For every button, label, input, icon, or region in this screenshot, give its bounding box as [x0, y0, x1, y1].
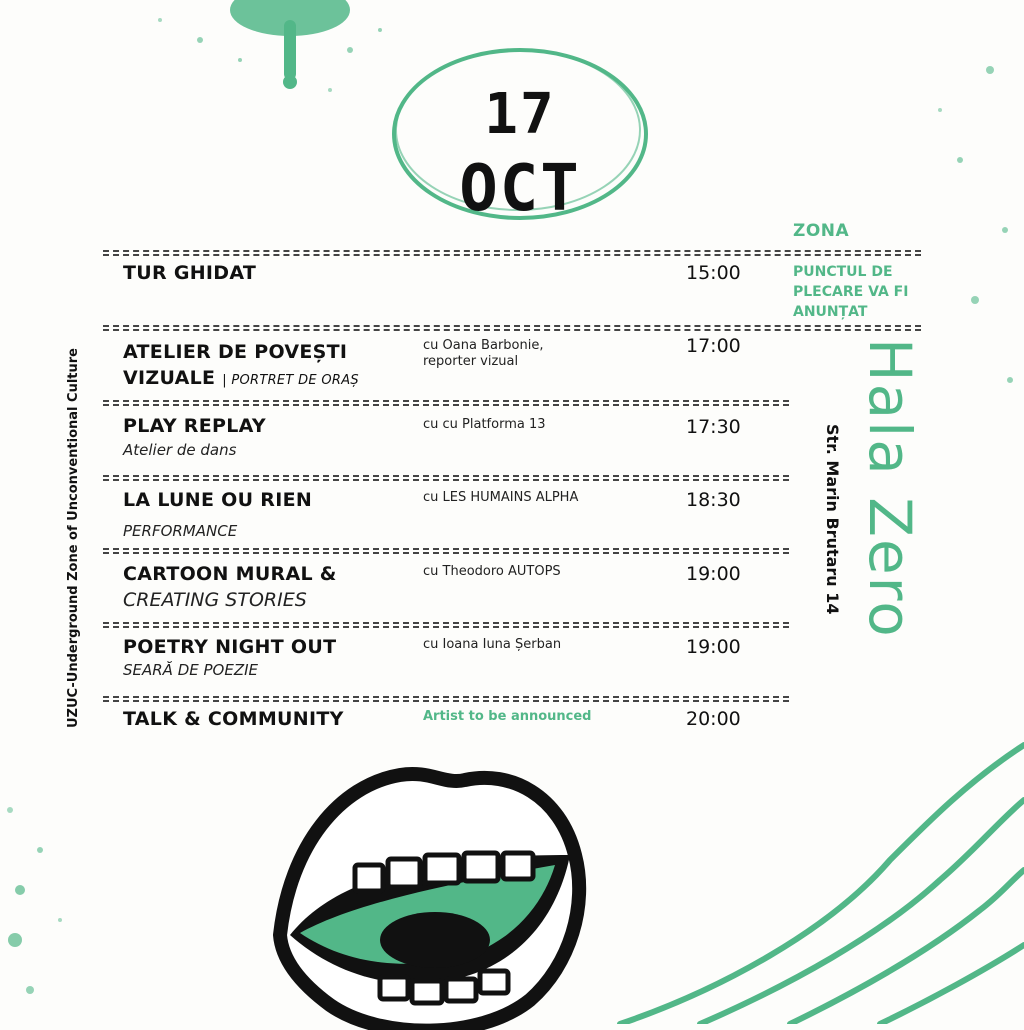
divider: [103, 622, 789, 624]
divider: [103, 548, 789, 550]
mouth-illustration: [270, 755, 590, 1030]
date-month: OCT: [459, 152, 581, 226]
event-subtitle: SEARĂ DE POEZIE: [123, 661, 259, 679]
divider: [103, 250, 921, 252]
event-title: ATELIER DE POVEȘTI: [123, 341, 348, 363]
event-title-line2: [123, 367, 359, 389]
event-time: 19:00: [686, 563, 741, 585]
zona-text: PUNCTUL DE PLECARE VA FI ANUNȚAT: [793, 264, 909, 320]
event-host-line2: reporter vizual: [423, 354, 519, 369]
event-time: 20:00: [686, 708, 741, 730]
event-host: cu LES HUMAINS ALPHA: [423, 490, 579, 505]
event-host: cu Ioana Iuna Șerban: [423, 637, 562, 652]
event-subtitle: Atelier de dans: [123, 441, 237, 459]
event-time: 17:00: [686, 335, 741, 357]
event-time: 18:30: [686, 489, 741, 511]
side-label: UZUC-Underground Zone of Unconventional Culture: [66, 348, 81, 728]
event-title: PLAY REPLAY: [123, 415, 266, 437]
divider: [103, 325, 921, 327]
event-title: TALK & COMMUNITY: [123, 708, 344, 730]
event-host: cu Oana Barbonie,: [423, 338, 544, 353]
event-subtitle: PERFORMANCE: [123, 522, 238, 540]
event-time: 19:00: [686, 636, 741, 658]
event-host: cu cu Platforma 13: [423, 417, 546, 432]
event-title: POETRY NIGHT OUT: [123, 636, 337, 658]
divider: [103, 400, 789, 402]
event-subtitle: CREATING STORIES: [123, 589, 307, 611]
venue: [856, 338, 930, 728]
event-time: 17:30: [686, 416, 741, 438]
event-title: TUR GHIDAT: [123, 262, 257, 284]
event-host: cu Theodoro AUTOPS: [423, 564, 561, 579]
venue-address: Str. Marin Brutaru 14: [823, 424, 842, 615]
event-host: Artist to be announced: [423, 709, 592, 724]
event-time: 15:00: [686, 262, 741, 284]
event-title: CARTOON MURAL &: [123, 563, 337, 585]
zona-label: ZONA: [793, 221, 850, 241]
event-title: LA LUNE OU RIEN: [123, 489, 313, 511]
event-subtitle: | PORTRET DE ORAȘ: [222, 373, 359, 388]
event-title-line2-text: VIZUALE: [123, 367, 216, 389]
venue-name: Hala Zero: [856, 338, 924, 639]
divider: [103, 475, 789, 477]
date-day: 17: [484, 82, 556, 147]
divider: [103, 696, 789, 698]
date-badge: [390, 42, 650, 226]
